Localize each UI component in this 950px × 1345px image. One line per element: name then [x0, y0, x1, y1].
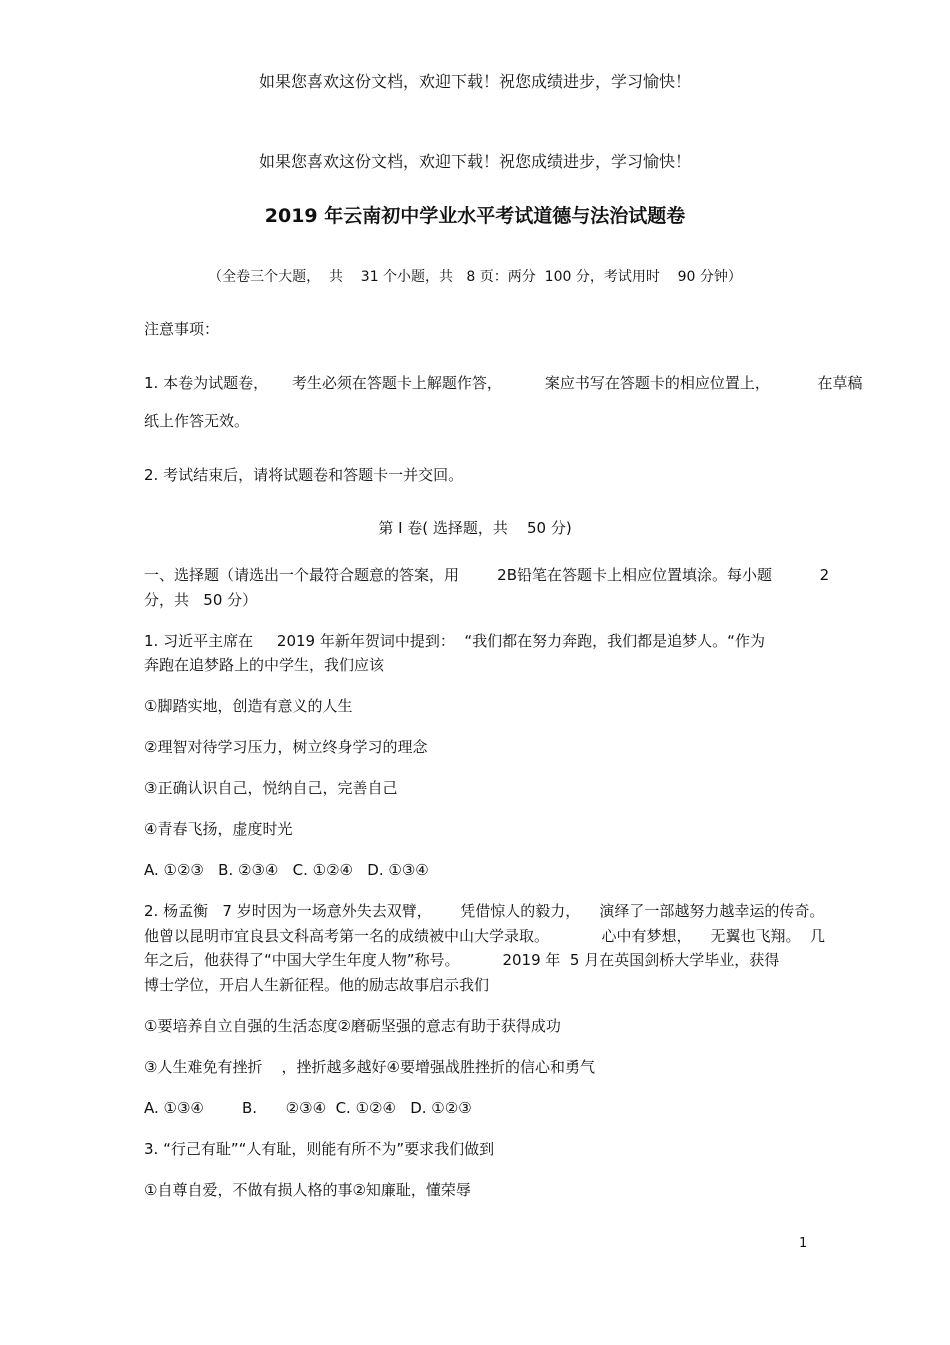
q3-option-line-1: ①自尊自爱，不做有损人格的事②知廉耻，懂荣辱	[144, 1181, 471, 1199]
section-title: 第 Ⅰ 卷( 选择题，共 50 分)	[378, 519, 572, 537]
q1-stem-line-2: 奔跑在追梦路上的中学生，我们应该	[144, 656, 385, 674]
part1-heading-line-1: 一、选择题（请选出一个最符合题意的答案，用 2B铅笔在答题卡上相应位置填涂。每小题 2	[144, 566, 830, 584]
q1-option-4: ④青春飞扬，虚度时光	[144, 820, 293, 838]
q2-stem-line-2: 他曾以昆明市宜良县文科高考第一名的成绩被中山大学录取。 心中有梦想， 无翼也飞翔。 几	[144, 927, 826, 945]
q1-option-1: ①脚踏实地，创造有意义的人生	[144, 697, 353, 715]
download-banner-top: 如果您喜欢这份文档，欢迎下载！祝您成绩进步，学习愉快！	[258, 72, 691, 91]
download-banner-second: 如果您喜欢这份文档，欢迎下载！祝您成绩进步，学习愉快！	[258, 152, 691, 171]
q2-stem-line-3: 年之后，他获得了“中国大学生年度人物”称号。 2019 年 5 月在英国剑桥大学毕业，获得	[144, 951, 780, 969]
q1-option-3: ③正确认识自己，悦纳自己，完善自己	[144, 779, 398, 797]
notice-item-1-line-2: 纸上作答无效。	[144, 412, 250, 430]
q1-stem-line-1: 1. 习近平主席在 2019 年新年贺词中提到： “我们都在努力奔跑，我们都是追梦人。“作为	[144, 632, 765, 650]
q2-option-line-2: ③人生难免有挫折 ，挫折越多越好④要增强战胜挫折的信心和勇气	[144, 1058, 595, 1076]
q3-stem: 3. “行己有耻”“人有耻，则能有所不为”要求我们做到	[144, 1140, 495, 1158]
part1-heading-line-2: 分，共 50 分）	[144, 591, 258, 609]
notice-heading: 注意事项：	[144, 320, 220, 338]
q2-stem-line-4: 博士学位，开启人生新征程。他的励志故事启示我们	[144, 976, 490, 994]
q1-choices: A. ①②③ B. ②③④ C. ①②④ D. ①③④	[144, 861, 429, 879]
q2-option-line-1: ①要培养自立自强的生活态度②磨砺坚强的意志有助于获得成功	[144, 1017, 561, 1035]
q2-stem-line-1: 2. 杨孟衡 7 岁时因为一场意外失去双臂， 凭借惊人的毅力， 演绎了一部越努力越幸运的传奇。	[144, 902, 825, 920]
q1-option-2: ②理智对待学习压力，树立终身学习的理念	[144, 738, 428, 756]
q2-choices: A. ①③④ B. ②③④ C. ①②④ D. ①②③	[144, 1099, 472, 1117]
notice-item-1-line-1: 1. 本卷为试题卷， 考生必须在答题卡上解题作答， 案应书写在答题卡的相应位置上， 在草稿	[144, 374, 863, 392]
exam-title: 2019 年云南初中学业水平考试道德与法治试题卷	[264, 205, 686, 227]
page-number: 1	[799, 1236, 808, 1251]
exam-subtitle: （全卷三个大题， 共 31 个小题，共 8 页：两分 100 分，考试用时 90 分钟）	[208, 269, 742, 285]
notice-item-2: 2. 考试结束后，请将试题卷和答题卡一并交回。	[144, 466, 464, 484]
